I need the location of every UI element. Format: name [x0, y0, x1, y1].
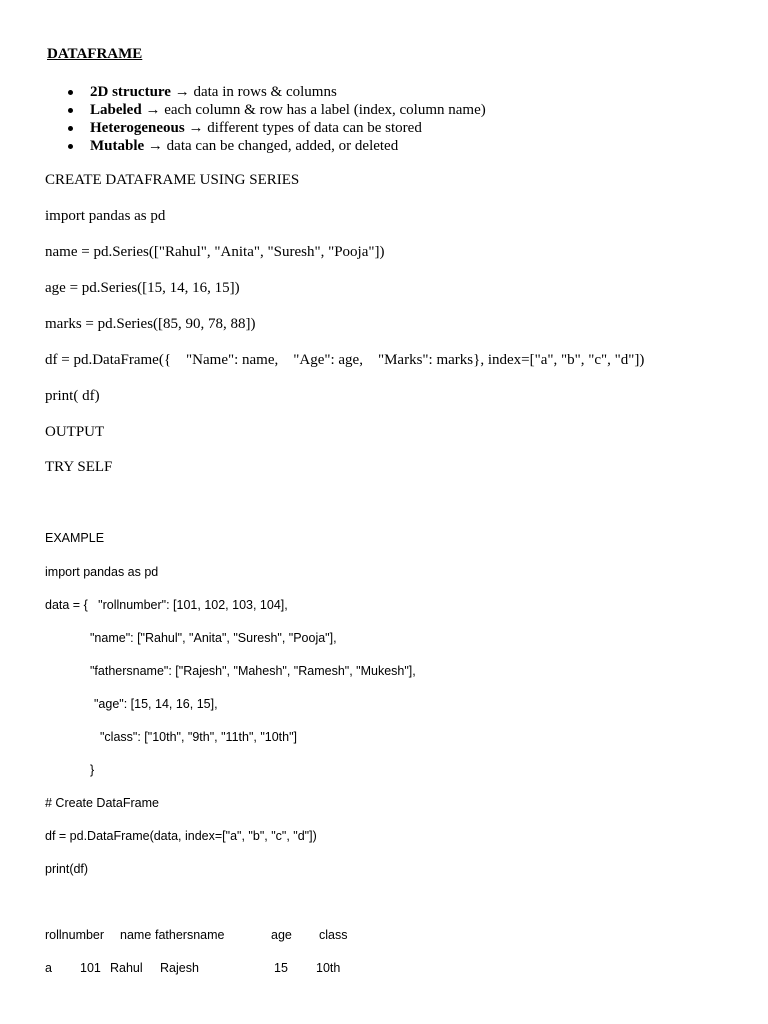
code-line-dataframe: df = pd.DataFrame({ "Name": name, "Age": age, "Marks": marks}, index=["a", "b", "c", "d"])	[45, 352, 645, 368]
bullet-item	[68, 137, 486, 155]
code-line-data-name: "name": ["Rahul", "Anita", "Suresh", "Pooja"],	[90, 631, 337, 645]
bullet-dot-icon	[68, 108, 73, 113]
code-line-print: print( df)	[45, 388, 100, 404]
row-index-cell: a	[45, 961, 52, 975]
code-line-dataframe-2: df = pd.DataFrame(data, index=["a", "b", "c", "d"])	[45, 829, 317, 843]
bullet-text: → different types of data can be stored	[184, 120, 422, 136]
bullet-term: Heterogeneous	[90, 120, 185, 136]
code-line-age-series: age = pd.Series([15, 14, 16, 15])	[45, 280, 240, 296]
bullet-item	[68, 83, 486, 101]
try-self-label: TRY SELF	[45, 459, 113, 475]
header-cell-rollnumber: rollnumber	[45, 928, 105, 942]
bullet-dot-icon	[68, 126, 73, 131]
code-line-data-open: data = { "rollnumber": [101, 102, 103, 104],	[45, 598, 288, 612]
bullet-term: Labeled	[90, 102, 142, 118]
code-line-data-fathersname: "fathersname": ["Rajesh", "Mahesh", "Ramesh", "Mukesh"],	[90, 664, 416, 678]
code-line-marks-series: marks = pd.Series([85, 90, 78, 88])	[45, 316, 256, 332]
row-fathersname-cell: Rajesh	[160, 961, 199, 975]
header-cell-fathersname: fathersname	[155, 928, 225, 942]
header-cell-class: class	[319, 928, 348, 942]
code-line-data-age: "age": [15, 14, 16, 15],	[94, 697, 218, 711]
row-age-cell: 15	[274, 961, 288, 975]
bullet-term: 2D structure	[90, 84, 171, 100]
bullet-text: → data in rows & columns	[170, 84, 337, 100]
code-line-data-close: }	[90, 763, 95, 777]
header-cell-age: age	[271, 928, 292, 942]
bullet-term: Mutable	[90, 138, 145, 154]
code-line-import: import pandas as pd	[45, 208, 166, 224]
row-class-cell: 10th	[316, 961, 341, 975]
bullet-text: → data can be changed, added, or deleted	[144, 138, 399, 154]
header-cell-name: name	[120, 928, 152, 942]
bullet-text: → each column & row has a label (index, column name)	[141, 102, 486, 118]
code-line-data-class: "class": ["10th", "9th", "11th", "10th"]	[100, 730, 298, 744]
page-title: DATAFRAME	[47, 46, 143, 62]
code-comment: # Create DataFrame	[45, 796, 159, 810]
code-line-import-2: import pandas as pd	[45, 565, 159, 579]
row-rollnumber-cell: 101	[80, 961, 101, 975]
feature-bullet-list	[68, 83, 486, 155]
bullet-item	[68, 101, 486, 119]
bullet-dot-icon	[68, 90, 73, 95]
bullet-dot-icon	[68, 144, 73, 149]
output-label: OUTPUT	[45, 424, 105, 440]
bullet-item	[68, 119, 486, 137]
example-label: EXAMPLE	[45, 531, 105, 545]
code-line-name-series: name = pd.Series(["Rahul", "Anita", "Suresh", "Pooja"])	[45, 244, 385, 260]
section-heading: CREATE DATAFRAME USING SERIES	[45, 172, 300, 188]
row-name-cell: Rahul	[110, 961, 143, 975]
code-line-print-2: print(df)	[45, 862, 89, 876]
